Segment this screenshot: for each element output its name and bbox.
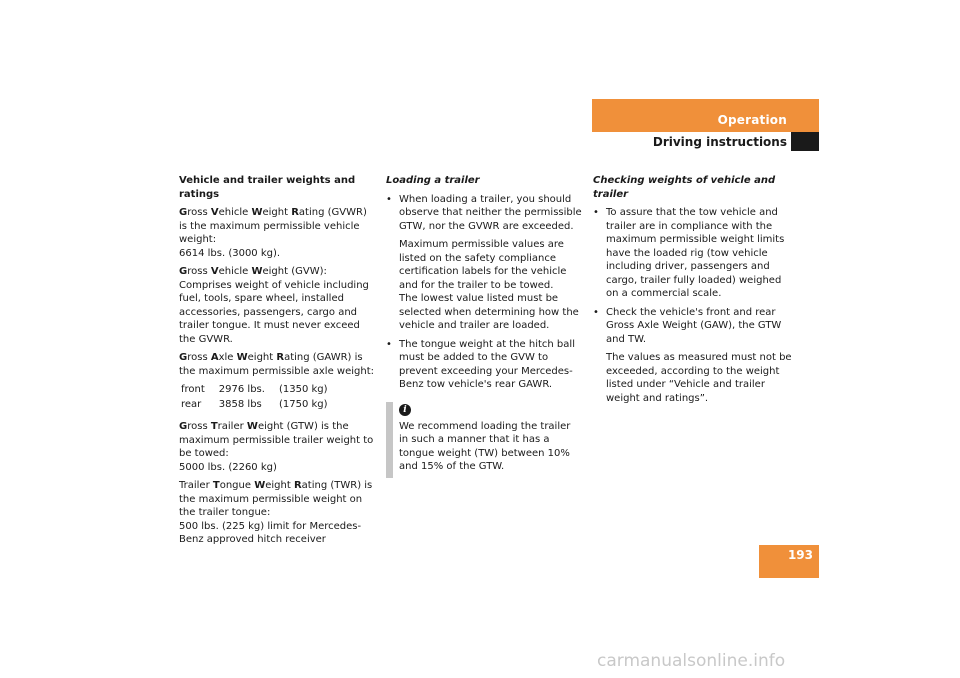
header-marker [791, 132, 819, 151]
gawr-paragraph: Gross Axle Weight Rating (GAWR) is the maximum permissible axle weight: [179, 352, 375, 377]
info-icon: i [399, 404, 411, 416]
list-item-detail: The values as measured must not be exceeded, according to the weight listed under “Vehicle and trailer weight and ratings”. [606, 352, 792, 404]
section-title: Operation [717, 113, 787, 127]
column-weights [179, 174, 377, 552]
info-note-text: We recommend loading the trailer in such a manner that it has a tongue weight (TW) between 10% and 15% of the GTW. [399, 420, 571, 472]
list-item: • To assure that the tow vehicle and trailer are in compliance with the maximum permissible weight limits have the loaded rig (tow vehicle including driver, passengers and cargo, trailer fully loaded) weighed on a commercial scale. [593, 207, 785, 299]
gvw-paragraph: Gross Vehicle Weight (GVW): Comprises weight of vehicle including fuel, tools, spare wheel, installed accessories, passengers, cargo and trailer tongue. It must never exceed the GVWR. [179, 266, 369, 345]
subsection-title: Driving instructions [652, 135, 787, 149]
column-loading [386, 174, 582, 478]
axle-lbs: 3858 lbs [218, 398, 262, 410]
axle-label: rear [181, 398, 202, 410]
section-header [592, 99, 819, 132]
table-row [181, 383, 342, 398]
column-checking [593, 174, 793, 410]
gtw-paragraph: Gross Trailer Weight (GTW) is the maximum permissible trailer weight to be towed: 5000 lbs. (2260 kg) [179, 421, 374, 473]
gvwr-paragraph: Gross Vehicle Weight Rating (GVWR) is the maximum permissible vehicle weight: 6614 lbs. (3000 kg). [179, 207, 367, 259]
page-number-box [759, 545, 819, 578]
list-item: • The tongue weight at the hitch ball must be added to the GVW to prevent exceeding your Mercedes-Benz tow vehicle's rear GAWR. [386, 338, 575, 390]
subsection-header [592, 132, 819, 151]
list-item: • When loading a trailer, you should observe that neither the permissible GTW, nor the GVWR are exceeded. [386, 193, 582, 232]
weights-heading: Vehicle and trailer weights and ratings [179, 175, 356, 200]
list-item-detail: Maximum permissible values are listed on the safety compliance certification labels for the vehicle and for the trailer to be towed. The lowest value listed must be selected when determining how the vehicle and trailer are loaded. [399, 239, 579, 331]
table-row [181, 398, 342, 413]
twr-paragraph: Trailer Tongue Weight Rating (TWR) is the maximum permissible weight on the trailer tongue: 500 lbs. (225 kg) limit for Mercedes-Benz approved hitch receiver [179, 480, 373, 545]
bullet-marker: • [593, 207, 599, 218]
bullet-marker: • [593, 306, 599, 318]
page-number: 193 [787, 548, 813, 562]
loading-heading: Loading a trailer [386, 175, 480, 186]
list-item: • Check the vehicle's front and rear Gross Axle Weight (GAW), the GTW and TW. [593, 306, 782, 345]
axle-kg: (1750 kg) [278, 398, 328, 410]
axle-lbs: 2976 lbs. [218, 384, 265, 395]
axle-kg: (1350 kg) [278, 384, 328, 395]
axle-weight-table [181, 383, 342, 412]
info-note [386, 402, 582, 478]
bullet-marker: • [386, 193, 392, 205]
axle-label: front [181, 384, 205, 395]
checking-heading: Checking weights of vehicle and trailer [593, 175, 776, 200]
watermark-text: carmanualsonline.info [597, 651, 786, 671]
bullet-marker: • [386, 338, 392, 350]
